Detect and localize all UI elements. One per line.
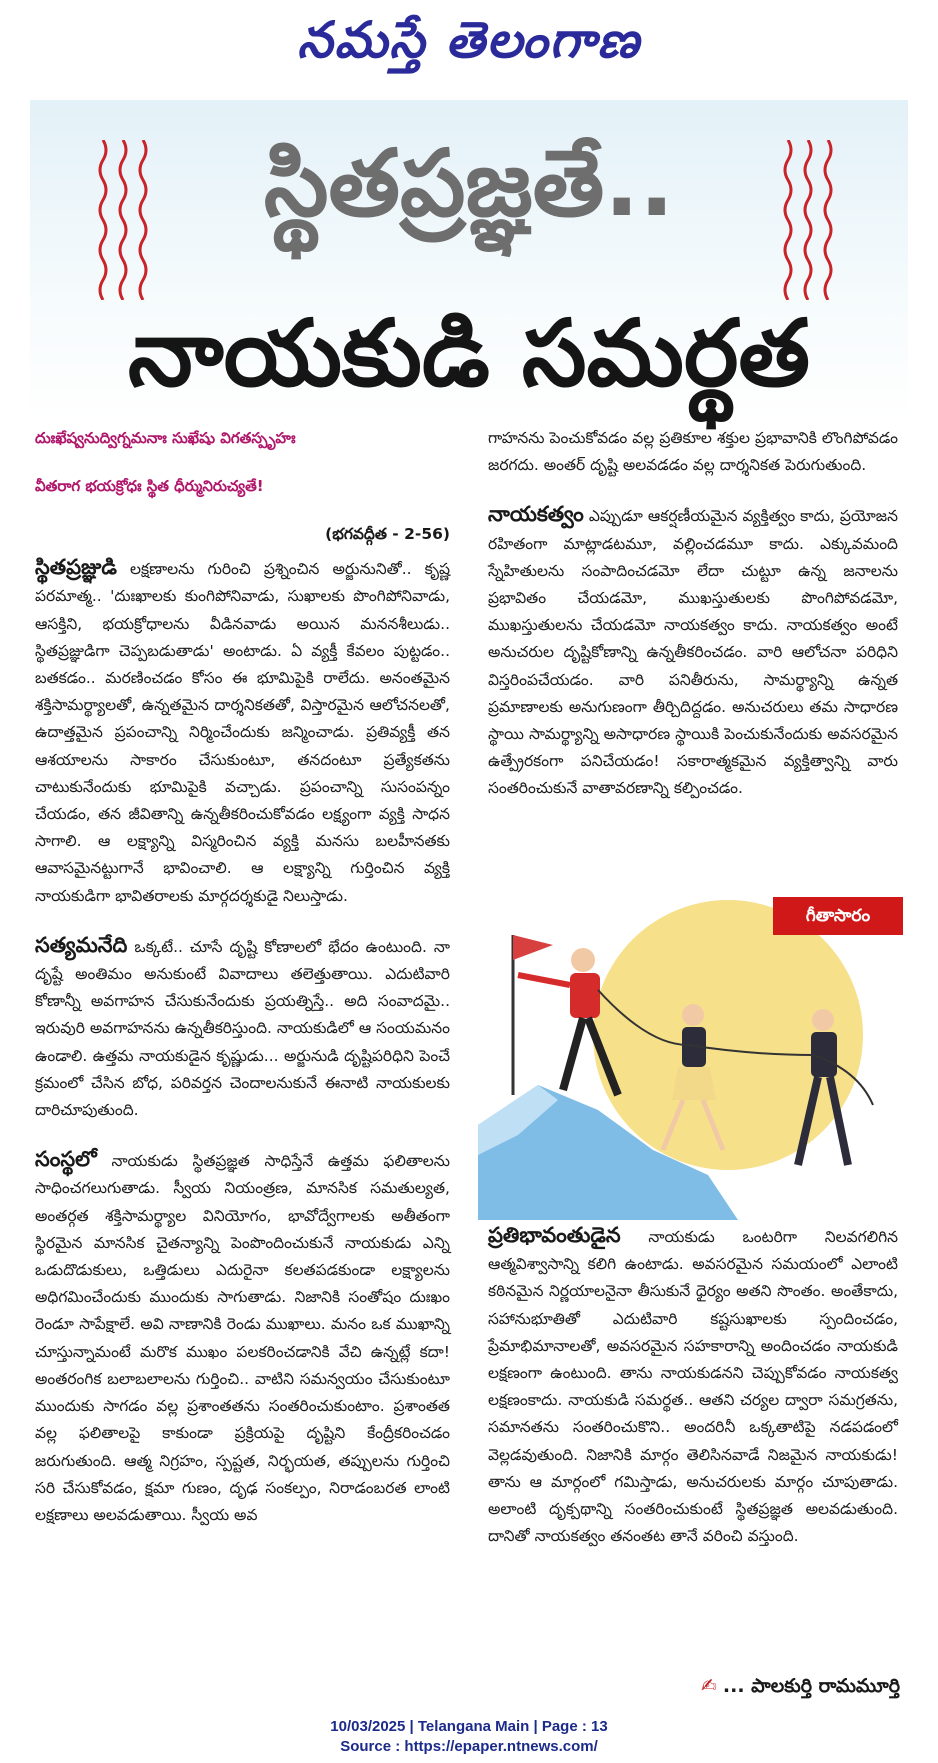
- paragraph-text: ఎప్పుడూ ఆకర్షణీయమైన వ్యక్తిత్వం కాదు, ప్రయోజన రహితంగా మాట్లాడటమూ, వల్లించడమూ కాదు. ఎక్కువమంది స్నేహితులను సంపాదించడమో లేదా చుట్టూ ఉన్న జనాలను ప్రభావితం చేయడమో, ముఖస్తుతులకు పొంగిపోవడమో, ముఖస్తుతులను చేయడమో నాయకత్వం కాదు. నాయకత్వం అంటే అనుచరుల దృష్టికోణాన్ని ఉన్నతీకరించడం. వారి ఆలోచనా పరిధిని విస్తరింపచేయడం. వారి పనితీరును, సామర్థ్యాన్ని ఉన్నత ప్రమాణాలకు అనుగుణంగా తీర్చిదిద్దడం. అనుచరులు తమ సాధారణ స్థాయి సామర్థ్యాన్ని అసాధారణ స్థాయికి పెంచుకునేందుకు అవసరమైన ఉత్ప్రేరకంగా పనిచేయడం! సకారాత్మకమైన వ్యక్తిత్వాన్ని వారు సంతరించుకునే వాతావరణాన్ని కల్పించడం.: [488, 507, 898, 798]
- gita-saram-badge: గీతాసారం: [773, 897, 903, 935]
- leadership-illustration: [478, 895, 903, 1220]
- paragraph-text: గాహనను పెంచుకోవడం వల్ల ప్రతికూల శక్తుల ప్రభావానికి లొంగిపోవడం జరగదు. అంతర్ దృష్టి అలవడడం వల్ల దార్శనికత పెరుగుతుంది.: [488, 429, 898, 475]
- leader-body: [570, 973, 600, 1018]
- verse-line-2: వీతరాగ భయక్రోధః స్థిత ధీర్మునిరుచ్యతే!: [35, 477, 264, 495]
- article-column-right-top: [488, 425, 898, 825]
- paragraph: [35, 1146, 450, 1529]
- masthead-logo: నమస్తే తెలంగాణ: [297, 10, 641, 69]
- flag-icon: [513, 935, 553, 960]
- woman-head: [682, 1004, 704, 1026]
- article-column-right-bottom: [488, 1222, 898, 1572]
- paragraph: [35, 554, 450, 910]
- paragraph: [488, 1222, 898, 1550]
- paragraph-text: లక్షణాలను గురించి ప్రశ్నించిన అర్జునునితో.. కృష్ణ పరమాత్మ.. 'దుఃఖాలకు కుంగిపోనివాడు, సుఖాలకు పొంగిపోనివాడు, ఆసక్తిని, భయక్రోధాలను వీడినవాడు అయిన మననశీలుడు.. స్థితప్రజ్ఞుడిగా చెప్పబడుతాడు' అంటాడు. ఏ వ్యక్తీ కేవలం పుట్టడం.. బతకడం.. మరణించడం కోసం ఈ భూమిపైకి రాలేదు. అనంతమైన శక్తిసామర్థ్యాలతో, ఉన్నతమైన దార్శనికతతో, విస్తారమైన ఆలోచనలతో, ఉదాత్తమైన ప్రపంచాన్ని నిర్మించేందుకు జన్మించాడు. ప్రతివ్యక్తీ తన ఆశయాలను సాకారం చేసుకుంటూ, తనదంటూ ప్రత్యేకతను చాటుకునేందుకు భూమిపైకి వచ్చాడు. ప్రపంచాన్ని సుసంపన్నం చేయడం, తన జీవితాన్ని ఉన్నతీకరించుకోవడం లక్ష్యంగా వ్యక్తి సాధన సాగాలి. ఆ లక్ష్యాన్ని విస్మరించిన వ్యక్తి మనసు బలహీనతకు ఆవాసమైనట్టుగానే భావించాలి. ఆ లక్ష్యాన్ని గుర్తించిన వ్యక్తి నాయకుడిగా భావితరాలకు మార్గదర్శకుడై నిలుస్తాడు.: [35, 560, 450, 905]
- paragraph: [488, 425, 898, 479]
- paragraph-lead: నాయకత్వం: [488, 502, 584, 527]
- paragraph-lead: స్థితప్రజ్ఞుడి: [35, 555, 117, 580]
- paragraph-lead: సంస్థలో: [35, 1147, 97, 1172]
- article-column-left: [35, 425, 450, 1551]
- footer-date-page: 10/03/2025 | Telangana Main | Page : 13: [330, 1718, 608, 1735]
- leader-leg: [563, 1018, 583, 1090]
- pen-icon: ✍: [700, 1675, 717, 1697]
- verse-line-1: దుఃఖేష్వనుద్విగ్నమనాః సుఖేషు విగతస్పృహః: [35, 429, 296, 447]
- man-body: [811, 1032, 837, 1077]
- verse-reference: (భగవద్గీత - 2-56): [325, 525, 450, 543]
- footer-source-link[interactable]: Source : https://epaper.ntnews.com/: [340, 1738, 598, 1755]
- author-name: ... పాలకుర్తి రామమూర్తి: [722, 1675, 900, 1697]
- paragraph-lead: ప్రతిభావంతుడైన: [488, 1223, 621, 1247]
- author-byline: [600, 1675, 900, 1702]
- paragraph-text: నాయకుడు ఒంటరిగా నిలవగలిగిన ఆత్మవిశ్వాసాన్ని కలిగి ఉంటాడు. అవసరమైన సమయంలో ఎలాంటి కఠినమైన నిర్ణయాలనైనా తీసుకునే ధైర్యం అతని సొంతం. అంతేకాదు, సహానుభూతితో ఎదుటివారి కష్టసుఖాలకు స్పందించడం, ప్రేమాభిమానాలతో, అవసరమైన సహకారాన్ని అందించడం నాయకుడి లక్షణంగా ఉంటుంది. తాను నాయకుడనని చెప్పుకోవడం నాయకత్వ లక్షణంకాదు. నాయకుడి సమర్థత.. ఆతని చర్యల ద్వారా సమగ్రతను, సమానతను సంతరించుకొని.. అందరినీ ఒక్కతాటిపై నడపడంలో వెల్లడవుతుంది. నిజానికి మార్గం తెలిసినవాడే నిజమైన నాయకుడు! తాను ఆ మార్గంలో గమిస్తాడు, అనుచరులకు మార్గం చూపుతాడు. అలాంటి దృక్పథాన్ని సంతరించుకుంటే స్థితప్రజ్ఞత అలవడుతుంది. దానితో నాయకత్వం తనంతట తానే వరించి వస్తుంది.: [488, 1228, 898, 1546]
- paragraph: [35, 932, 450, 1124]
- paragraph-lead: సత్యమనేది: [35, 932, 128, 957]
- paragraph: [488, 501, 898, 802]
- headline-line-1: స్థితప్రజ్ఞతే..: [263, 130, 675, 237]
- paragraph-text: నాయకుడు స్థితప్రజ్ఞత సాధిస్తేనే ఉత్తమ ఫలితాలను సాధించగలుగుతాడు. స్వీయ నియంత్రణ, మానసిక సమతుల్యత, అంతర్గత శక్తిసామర్థ్యాల వినియోగం, భావోద్వేగాలకు అతీతంగా స్థిరమైన మానసిక చైతన్యాన్ని పెంపొందించుకునే నాయకుడు ఎన్ని ఒడుదొడుకులు, ఒత్తిడులు ఎదురైనా కలతపడకుండా లక్ష్యాలను అధిగమించేందుకు ముందుకు సాగుతాడు. నిజానికి సంతోషం దుఃఖం రెండూ సాపేక్షాలే. అవి నాణానికి రెండు ముఖాలు. మనం ఒక ముఖాన్ని చూస్తున్నామంటే మరొక ముఖం పలకరించడానికి వేచి ఉన్నట్లే కదా! అంతరంగిక బలాబలాలను గుర్తించి.. వాటిని సమన్వయం చేసుకుంటూ ముందుకు సాగడం వల్ల ప్రశాంతతను సంతరించుకుంటాం. ప్రశాంతత వల్ల ఫలితాలపై కాకుండా ప్రక్రియపై దృష్టిని కేంద్రీకరించడం జరుగుతుంది. ఆత్మ నిగ్రహం, స్పష్టత, నిర్భయత, తప్పులను గుర్తించి సరి చేసుకోవడం, క్షమా గుణం, దృఢ సంకల్పం, నిరాడంబరత లాంటి లక్షణాలు అలవడుతాయి. స్వీయ అవ: [35, 1152, 450, 1524]
- headline-line-2: నాయకుడి సమర్థత: [128, 300, 810, 407]
- paragraph-text: ఒక్కటే.. చూసే దృష్టి కోణాలలో భేదం ఉంటుంది. నా దృష్టే అంతిమం అనుకుంటే వివాదాలు తలెత్తుతాయి. ఎదుటివారి కోణాన్నీ అవగాహన చేసుకునేందుకు ప్రయత్నిస్తే.. అది సంవాదమై.. ఇరువురి అవగాహనను ఉన్నతీకరిస్తుంది. నాయకుడిలో ఆ సంయమనం ఉండాలి. ఉత్తమ నాయకుడైన కృష్ణుడు... అర్జునుడి దృష్టిపరిధిని పెంచే క్రమంలో చేసిన బోధ, పరివర్తన చెందాలనుకునే ఈనాటి నాయకులకు దారిచూపుతుంది.: [35, 937, 450, 1120]
- man-head: [812, 1009, 834, 1031]
- leader-head: [571, 948, 595, 972]
